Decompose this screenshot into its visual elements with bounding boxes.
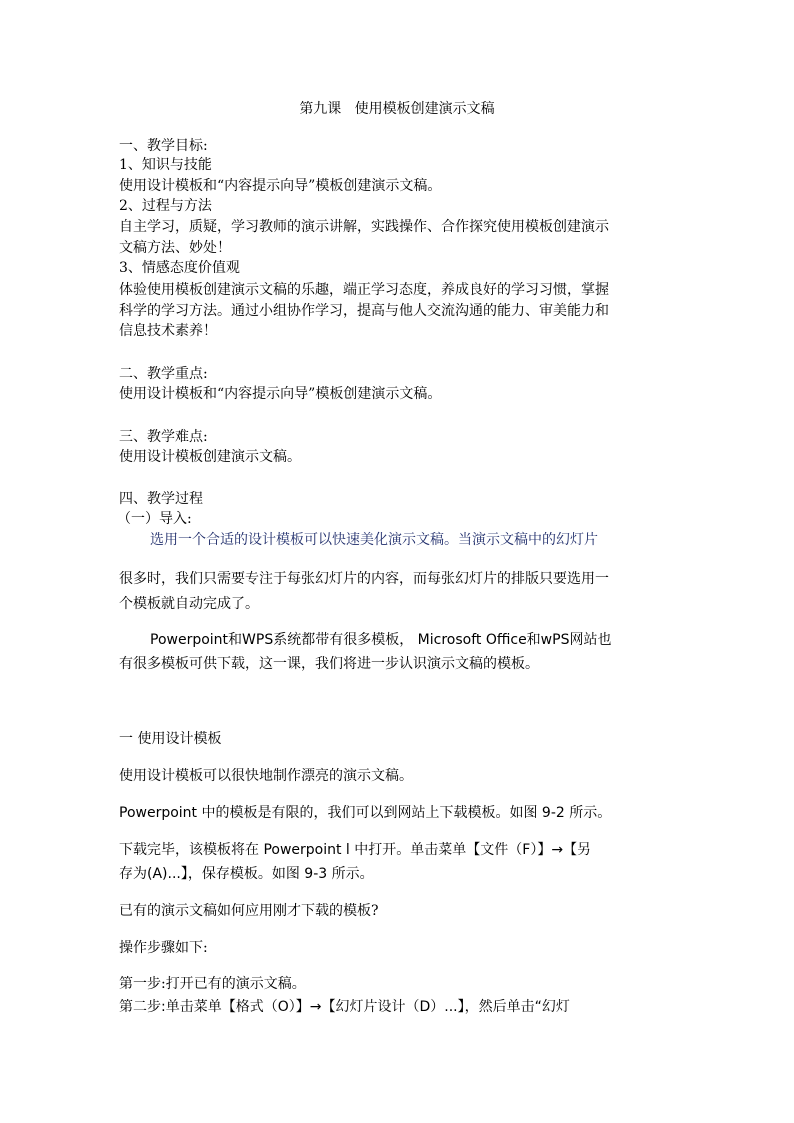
intro-paragraph-line-1: 选用一个合适的设计模板可以快速美化演示文稿。当演示文稿中的幻灯片 bbox=[150, 532, 598, 548]
step-1: 第一步:打开已有的演示文稿。 bbox=[119, 976, 306, 992]
intro-paragraph-line-2: 很多时，我们只需要专注于每张幻灯片的内容，而每张幻灯片的排版只要选用一 bbox=[119, 571, 609, 587]
objective-2-title: 2、过程与方法 bbox=[119, 198, 212, 214]
objective-1-text: 使用设计模板和“内容提示向导”模板创建演示文稿。 bbox=[119, 178, 442, 194]
difficulties-text: 使用设计模板创建演示文稿。 bbox=[119, 449, 301, 465]
section-1-paragraph-3-line-2: 存为(A)...】，保存模板。如图 9-3 所示。 bbox=[119, 866, 374, 882]
section-1-paragraph-2: Powerpoint 中的模板是有限的，我们可以到网站上下载模板。如图 9-2 所示。 bbox=[119, 805, 612, 821]
key-points-text: 使用设计模板和“内容提示向导”模板创建演示文稿。 bbox=[119, 386, 442, 402]
section-1-heading: 一 使用设计模板 bbox=[119, 731, 222, 747]
objectives-heading: 一、教学目标: bbox=[119, 138, 208, 154]
objective-2-line-1: 自主学习，质疑，学习教师的演示讲解，实践操作、合作探究使用模板创建演示 bbox=[119, 219, 609, 235]
section-1-paragraph-3-line-1: 下载完毕，该模板将在 Powerpoint l 中打开。单击菜单【文件（F）】→【另 bbox=[119, 842, 592, 858]
section-1-paragraph-1: 使用设计模板可以很快地制作漂亮的演示文稿。 bbox=[119, 768, 413, 784]
objective-3-line-1: 体验使用模板创建演示文稿的乐趣，端正学习态度，养成良好的学习习惯，掌握 bbox=[119, 282, 609, 298]
objective-3-title: 3、情感态度价值观 bbox=[119, 260, 240, 276]
step-2: 第二步:单击菜单【格式（O）】→【幻灯片设计（D）...】，然后单击“幻灯 bbox=[119, 999, 570, 1015]
section-1-paragraph-5: 操作步骤如下: bbox=[119, 940, 208, 956]
objective-2-line-2: 文稿方法、妙处！ bbox=[119, 240, 231, 256]
difficulties-heading: 三、教学难点: bbox=[119, 429, 208, 445]
key-points-heading: 二、教学重点: bbox=[119, 366, 208, 382]
intro-paragraph-line-3: 个模板就自动完成了。 bbox=[119, 596, 259, 612]
intro2-paragraph-line-1: Powerpoint和WPS系统都带有很多模板， Microsoft Office和wPS网站也 bbox=[150, 632, 612, 648]
objective-3-line-2: 科学的学习方法。通过小组协作学习，提高与他人交流沟通的能力、审美能力和 bbox=[119, 303, 609, 319]
section-1-paragraph-4: 已有的演示文稿如何应用刚才下载的模板? bbox=[119, 903, 379, 919]
objective-1-title: 1、知识与技能 bbox=[119, 157, 212, 173]
objective-3-line-3: 信息技术素养！ bbox=[119, 323, 217, 339]
process-subheading-intro: （一）导入: bbox=[117, 511, 192, 527]
intro2-paragraph-line-2: 有很多模板可供下载，这一课，我们将进一步认识演示文稿的模板。 bbox=[119, 656, 539, 672]
page-title: 第九课 使用模板创建演示文稿 bbox=[299, 101, 495, 117]
process-heading: 四、教学过程 bbox=[119, 491, 203, 507]
